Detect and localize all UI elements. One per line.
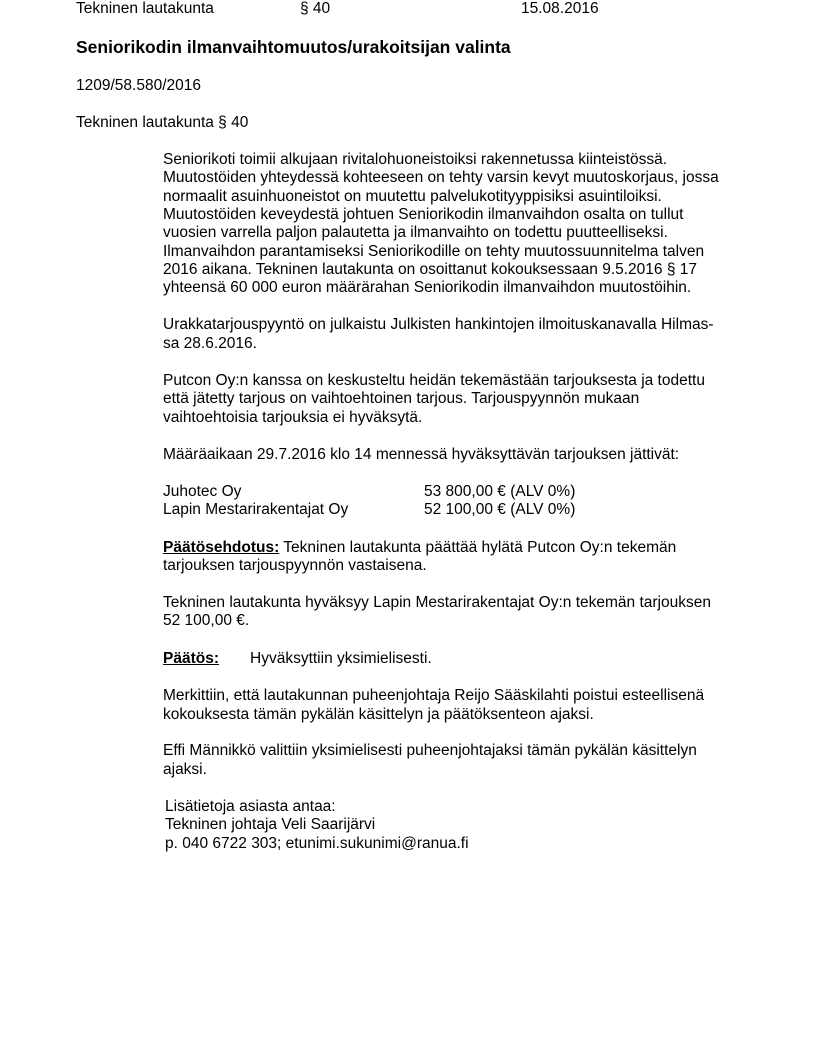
proposal-line-2: tarjouksen tarjouspyynnön vastaisena. (163, 557, 427, 574)
contact-line: p. 040 6722 303; etunimi.sukunimi@ranua.fi (165, 835, 469, 852)
contact-line: Tekninen johtaja Veli Saarijärvi (165, 816, 376, 833)
paragraph-line: Merkittiin, että lautakunnan puheenjohtaja Reijo Sääskilahti poistui esteellisenä (163, 687, 705, 704)
bid-amount: 52 100,00 € (ALV 0%) (424, 501, 576, 518)
paragraph-line: Muutostöiden keveydestä johtuen Seniorikodin ilmanvaihdon osalta on tullut (163, 206, 684, 223)
proposal-label: Päätösehdotus: (163, 539, 280, 556)
proposal-text: Tekninen lautakunta päättää hylätä Putcon Oy:n tekemän (279, 539, 677, 556)
paragraph-line: 2016 aikana. Tekninen lautakunta on osoittanut kokouksessaan 9.5.2016 § 17 (163, 261, 698, 278)
bid-amount: 53 800,00 € (ALV 0%) (424, 483, 576, 500)
contact-line: Lisätietoja asiasta antaa: (165, 798, 336, 815)
paragraph-line: Muutostöiden yhteydessä kohteeseen on tehty varsin kevyt muutoskorjaus, jossa (163, 169, 719, 186)
paragraph-deadline: Määräaikaan 29.7.2016 klo 14 mennessä hyväksyttävän tarjouksen jättivät: (163, 446, 680, 463)
paragraph-line: Putcon Oy:n kanssa on keskusteltu heidän tekemästään tarjouksesta ja todettu (163, 372, 705, 389)
paragraph-line: 52 100,00 €. (163, 612, 250, 629)
decision-label: Päätös: (163, 650, 219, 667)
paragraph-line: Tekninen lautakunta hyväksyy Lapin Mestarirakentajat Oy:n tekemän tarjouksen (163, 594, 711, 611)
bid-company: Lapin Mestarirakentajat Oy (163, 501, 349, 518)
paragraph-line: Urakkatarjouspyyntö on julkaistu Julkisten hankintojen ilmoituskanavalla Hilmas- (163, 316, 714, 333)
page-title: Seniorikodin ilmanvaihtomuutos/urakoitsijan valinta (76, 37, 511, 57)
paragraph-line: että jätetty tarjous on vaihtoehtoinen tarjous. Tarjouspyynnön mukaan (163, 390, 640, 407)
paragraph-line: sa 28.6.2016. (163, 335, 257, 352)
header-committee: Tekninen lautakunta (76, 0, 214, 17)
decision-text: Hyväksyttiin yksimielisesti. (250, 650, 432, 667)
paragraph-line: Ilmanvaihdon parantamiseksi Seniorikodille on tehty muutossuunnitelma talven (163, 243, 705, 260)
committee-section: Tekninen lautakunta § 40 (76, 114, 249, 131)
header-section: § 40 (300, 0, 331, 17)
paragraph-line: ajaksi. (163, 761, 207, 778)
paragraph-line: normaalit asuinhuoneistot on muutettu palvelukotityyppisiksi asuintiloiksi. (163, 188, 662, 205)
bid-company: Juhotec Oy (163, 483, 242, 500)
paragraph-line: Seniorikoti toimii alkujaan rivitalohuoneistoiksi rakennetussa kiinteistössä. (163, 151, 667, 168)
paragraph-line: vuosien varrella paljon palautetta ja ilmanvaihto on todettu puutteelliseksi. (163, 224, 668, 241)
paragraph-line: yhteensä 60 000 euron määrärahan Seniorikodin ilmanvaihdon muutostöihin. (163, 279, 692, 296)
paragraph-line: vaihtoehtoisia tarjouksia ei hyväksytä. (163, 409, 423, 426)
record-number: 1209/58.580/2016 (76, 77, 201, 94)
proposal-line (163, 539, 676, 557)
paragraph-line: kokouksesta tämän pykälän käsittelyn ja päätöksenteon ajaksi. (163, 706, 594, 723)
paragraph-line: Effi Männikkö valittiin yksimielisesti puheenjohtajaksi tämän pykälän käsittelyn (163, 742, 697, 759)
header-date: 15.08.2016 (521, 0, 599, 17)
